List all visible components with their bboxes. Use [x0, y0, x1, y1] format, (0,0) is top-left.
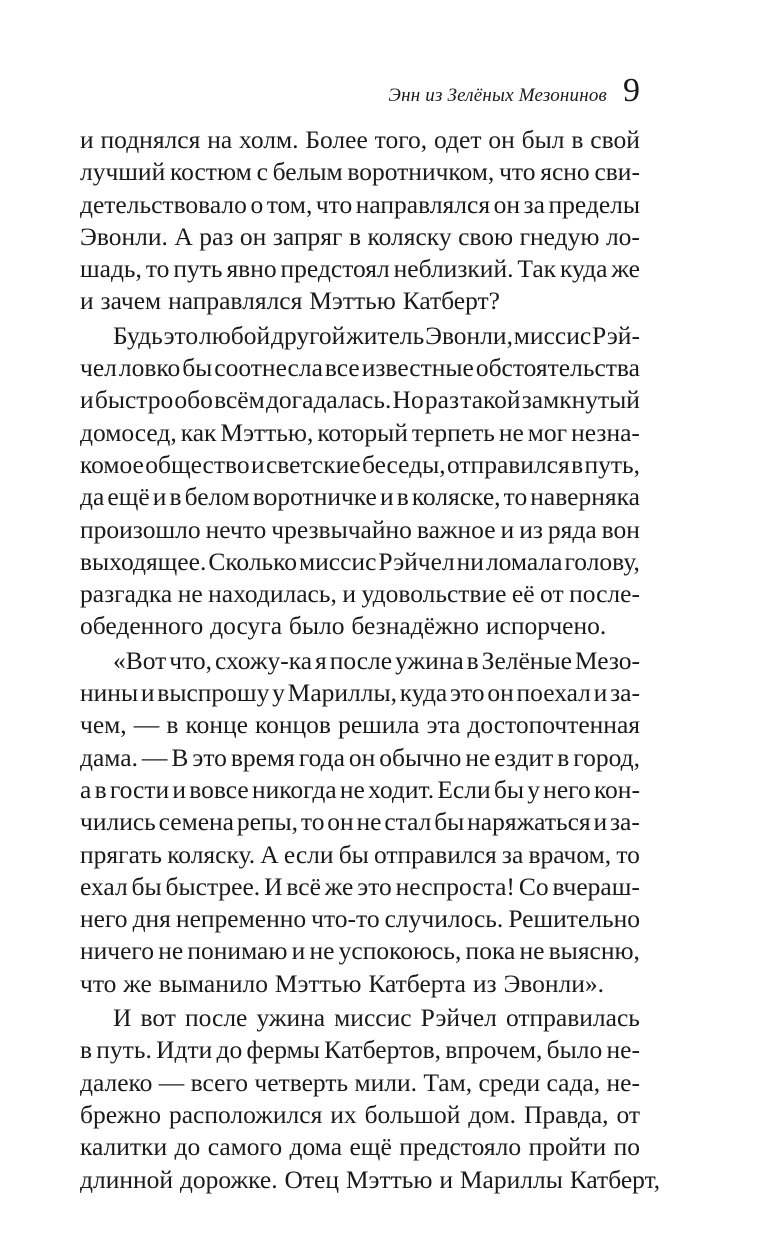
- text-line: чел ловко бы соотнесла все известные обстоятельства: [80, 353, 640, 383]
- text-line: нины и выспрошу у Мариллы, куда это он поехал и за-: [80, 678, 640, 708]
- running-title: Энн из Зелёных Мезонинов: [388, 85, 607, 106]
- paragraph: [80, 320, 640, 643]
- text-line: шадь, то путь явно предстоял неблизкий. Так куда же: [80, 254, 640, 284]
- text-line: детельствовало о том, что направлялся он за пределы: [80, 189, 640, 219]
- text-line: прягать коляску. А если бы отправился за врачом, то: [80, 839, 640, 869]
- text-line: ехал бы быстрее. И всё же это неспроста! Со вчераш-: [80, 871, 640, 901]
- text-line: что же выманило Мэттью Катберта из Эвонли».: [80, 968, 605, 998]
- page-number: 9: [623, 72, 640, 109]
- text-line: ничего не понимаю и не успокоюсь, пока не выясню,: [80, 936, 640, 966]
- text-line: дама. — В это время года он обычно не ездит в город,: [80, 742, 640, 772]
- text-line: а в гости и вовсе никогда не ходит. Если бы у него кон-: [80, 774, 640, 804]
- text-line: и поднялся на холм. Более того, одет он был в свой: [80, 125, 640, 154]
- paragraph: [80, 124, 640, 318]
- text-line: разгадка не находилась, и удовольствие её от после-: [80, 579, 640, 609]
- text-line: «Вот что, схожу-ка я после ужина в Зелёные Мезо-: [113, 645, 640, 675]
- text-line: домосед, как Мэттью, который терпеть не мог незна-: [80, 417, 640, 447]
- text-line: произошло нечто чрезвычайно важное и из ряда вон: [80, 514, 640, 544]
- text-line: чились семена репы, то он не стал бы наряжаться и за-: [80, 807, 640, 837]
- text-line: Эвонли. А раз он запряг в коляску свою гнедую ло-: [80, 221, 640, 251]
- text-line: далеко — всего четверть мили. Там, среди сада, не-: [80, 1067, 640, 1097]
- text-line: выходящее. Сколько миссис Рэйчел ни ломала голову,: [80, 546, 640, 576]
- text-line: лучший костюм с белым воротничком, что ясно сви-: [80, 157, 640, 187]
- text-line: чем, — в конце концов решила эта достопочтенная: [80, 710, 640, 740]
- text-line: и быстро обо всём догадалась. Но раз такой замкнутый: [80, 385, 640, 415]
- running-header: [80, 74, 640, 114]
- text-line: обеденного досуга было безнадёжно испорчено.: [80, 611, 607, 641]
- text-line: и зачем направлялся Мэттью Катберт?: [80, 286, 500, 316]
- text-line: брежно расположился их большой дом. Правда, от: [80, 1099, 640, 1129]
- paragraph: [80, 645, 640, 1000]
- text-line: в путь. Идти до фермы Катбертов, впрочем, было не-: [80, 1035, 640, 1065]
- text-line: длинной дорожке. Отец Мэттью и Мариллы Катберт,: [80, 1164, 661, 1194]
- text-line: И вот после ужина миссис Рэйчел отправилась: [113, 1003, 640, 1033]
- paragraph: [80, 1002, 661, 1196]
- text-line: него дня непременно что-то случилось. Решительно: [80, 904, 640, 934]
- text-line: калитки до самого дома ещё предстояло пройти по: [80, 1132, 640, 1162]
- body-text: [80, 124, 661, 1196]
- text-line: да ещё и в белом воротничке и в коляске, то наверняка: [80, 482, 640, 512]
- text-line: комое общество и светские беседы, отправился в путь,: [80, 449, 640, 479]
- text-line: Будь это любой другой житель Эвонли, миссис Рэй-: [113, 320, 640, 350]
